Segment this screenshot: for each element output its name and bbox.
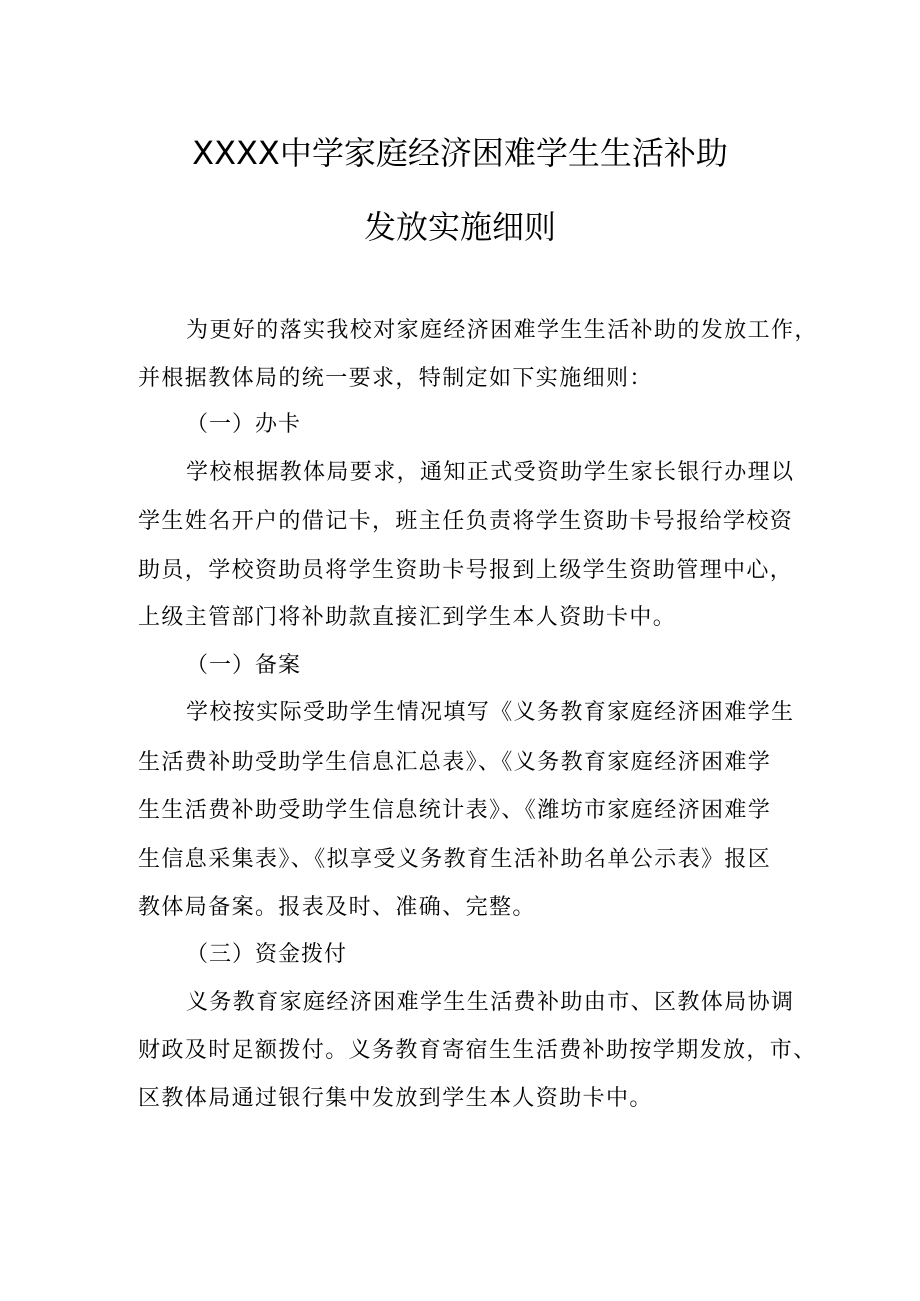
section-heading-funding: （三）资金拨付 — [186, 942, 348, 967]
document-title-line-1: XXXX中学家庭经济困难学生生活补助 — [192, 134, 728, 172]
section-heading-card: （一）办卡 — [186, 412, 302, 437]
section-card-line-2: 学生姓名开户的借记卡，班主任负责将学生资助卡号报给学校资 — [138, 509, 794, 534]
section-filing-line-3: 生生活费补助受助学生信息统计表》、《潍坊市家庭经济困难学 — [138, 798, 772, 823]
section-filing-line-1: 学校按实际受助学生情况填写《义务教育家庭经济困难学生 — [186, 700, 795, 725]
intro-line-1: 为更好的落实我校对家庭经济困难学生生活补助的发放工作， — [186, 318, 818, 343]
section-filing-line-4: 生信息采集表》、《拟享受义务教育生活补助名单公示表》报区 — [138, 847, 772, 872]
section-card-line-1: 学校根据教体局要求，通知正式受资助学生家长银行办理以 — [186, 460, 795, 485]
section-card-line-4: 上级主管部门将补助款直接汇到学生本人资助卡中。 — [138, 605, 677, 630]
section-funding-line-2: 财政及时足额拨付。义务教育寄宿生生活费补助按学期发放，市、 — [138, 1038, 817, 1063]
section-funding-line-3: 区教体局通过银行集中发放到学生本人资助卡中。 — [138, 1086, 653, 1111]
document-title-line-2: 发放实施细则 — [363, 208, 556, 246]
section-filing-line-2: 生活费补助受助学生信息汇总表》、《义务教育家庭经济困难学 — [138, 750, 772, 775]
section-card-line-3: 助员，学校资助员将学生资助卡号报到上级学生资助管理中心， — [138, 558, 794, 583]
section-heading-filing: （一）备案 — [186, 653, 302, 678]
intro-line-2: 并根据教体局的统一要求，特制定如下实施细则： — [138, 366, 653, 391]
section-funding-line-1: 义务教育家庭经济困难学生生活费补助由市、区教体局协调 — [186, 990, 795, 1015]
section-filing-line-5: 教体局备案。报表及时、准确、完整。 — [138, 895, 536, 920]
